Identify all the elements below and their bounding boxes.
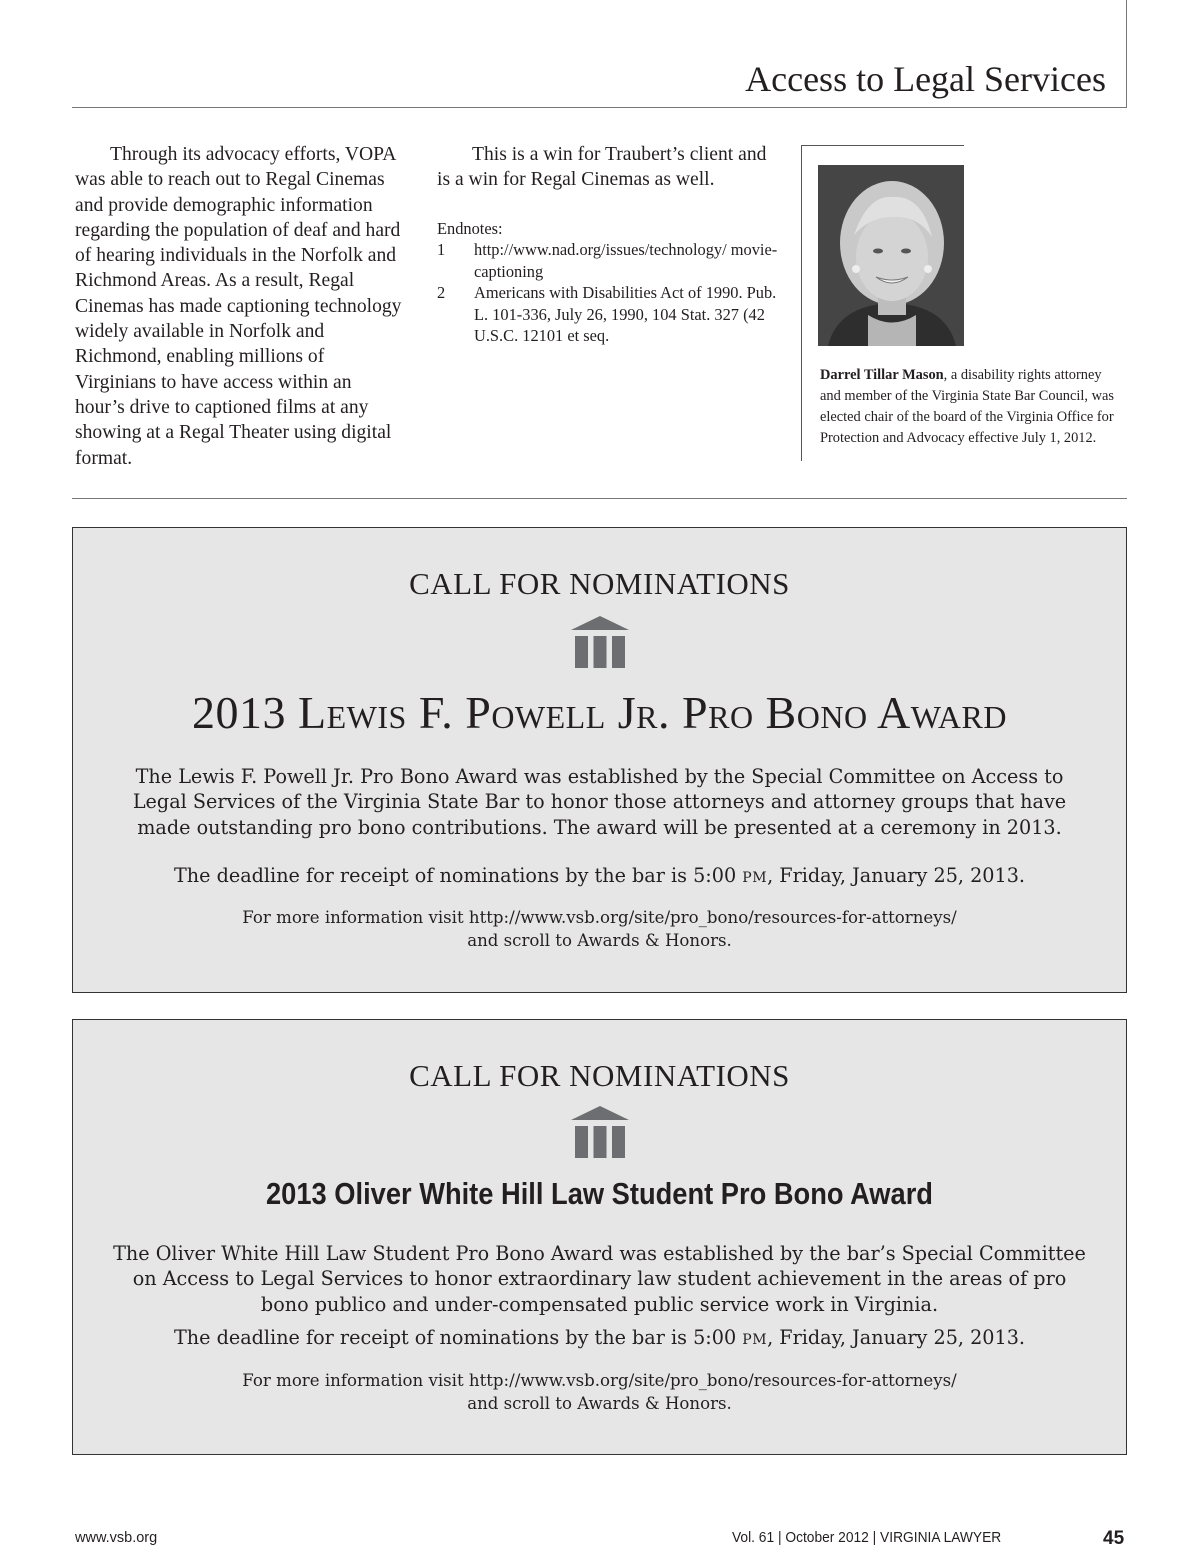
header-vertical-rule [1126, 0, 1127, 108]
endnote-number: 1 [437, 240, 446, 260]
endnote-text: http://www.nad.org/issues/technology/ movie-captioning [474, 240, 778, 281]
article-column-1 [75, 142, 405, 471]
endnotes [437, 218, 782, 346]
award-description: The Lewis F. Powell Jr. Pro Bono Award was established by the Special Committee on Access to Legal Services of the Virginia State Bar to honor those attorneys and attorney groups that have made outstanding pro bono contributions. The award will be presented at a ceremony in 2013. [132, 765, 1067, 839]
bio-top-rule [801, 145, 964, 146]
section-divider [72, 498, 1127, 499]
footer-website[interactable]: www.vsb.org [75, 1530, 158, 1546]
page-number: 45 [1103, 1528, 1125, 1549]
call-for-nominations-heading: CALL FOR NOMINATIONS [409, 1058, 790, 1093]
endnote-number: 2 [437, 283, 446, 303]
award-description: The Oliver White Hill Law Student Pro Bono Award was established by the bar’s Special Committee on Access to Legal Services to honor extraordinary law student achievement in the areas of pro bono publico and under-compensated public service work in Virginia. [113, 1242, 1086, 1316]
award-box-powell [72, 527, 1127, 993]
award-deadline [113, 864, 1086, 887]
award-more-info [113, 1369, 1086, 1415]
award-title-name: Lewis F. Powell Jr. Pro Bono Award [298, 687, 1007, 738]
bio-text: , a disability rights attorney and member of the Virginia State Bar Council, was elected chair of the board of the Virginia Office for Protection and Advocacy effective July 1, 2012. [820, 367, 1114, 446]
award-box-hill [72, 1019, 1127, 1455]
bio-name: Darrel Tillar Mason [820, 367, 944, 383]
endnote-text: Americans with Disabilities Act of 1990. Pub. L. 101-336, July 26, 1990, 104 Stat. 327 (42 U.S.C. 12101 et seq. [474, 283, 777, 346]
deadline-text: The deadline for receipt of nominations by the bar is 5:00 [173, 1326, 743, 1349]
article-paragraph: Through its advocacy efforts, VOPA was able to reach out to Regal Cinemas and provide demographic information regarding the population of deaf and hard of hearing individuals in the Norfolk and Richmond Areas. As a result, Regal Cinemas has made captioning technology widely available in Norfolk and Richmond, enabling millions of Virginians to have access within an hour’s drive to captioned films at any showing at a Regal Theater using digital format. [75, 144, 402, 469]
award-title [73, 686, 1126, 739]
endnotes-heading: Endnotes: [437, 219, 503, 238]
pillar-building-icon [571, 1106, 629, 1158]
award-title-year: 2013 [192, 687, 299, 738]
deadline-date: , Friday, January 25, 2013. [767, 864, 1026, 887]
bio-vertical-rule [801, 145, 802, 461]
award-more-info [113, 906, 1086, 952]
deadline-pm: PM [742, 1332, 768, 1348]
endnote-item [437, 239, 782, 282]
article-column-2 [437, 142, 772, 193]
header-rule [72, 107, 1127, 108]
pillar-building-icon [571, 616, 629, 668]
deadline-text: The deadline for receipt of nominations by the bar is 5:00 [173, 864, 743, 887]
award-title: 2013 Oliver White Hill Law Student Pro Bono Award [266, 1176, 933, 1211]
more-info-link-line[interactable]: For more information visit http://www.vsb.org/site/pro_bono/resources-for-attorneys/ [242, 908, 957, 927]
deadline-date: , Friday, January 25, 2013. [767, 1326, 1026, 1349]
endnote-item [437, 282, 782, 346]
more-info-line: and scroll to Awards & Honors. [467, 931, 732, 950]
bio-caption [820, 365, 1125, 449]
portrait-illustration [818, 165, 964, 346]
portrait-photo [818, 165, 964, 346]
more-info-link-line[interactable]: For more information visit http://www.vsb.org/site/pro_bono/resources-for-attorneys/ [242, 1371, 957, 1390]
footer-issue-info: Vol. 61 | October 2012 | VIRGINIA LAWYER [732, 1530, 1002, 1546]
more-info-line: and scroll to Awards & Honors. [467, 1394, 732, 1413]
section-title: Access to Legal Services [745, 59, 1106, 99]
article-paragraph: This is a win for Traubert’s client and is a win for Regal Cinemas as well. [437, 144, 767, 191]
call-for-nominations-heading: CALL FOR NOMINATIONS [409, 566, 790, 601]
deadline-pm: PM [742, 870, 768, 886]
award-deadline [113, 1326, 1086, 1349]
